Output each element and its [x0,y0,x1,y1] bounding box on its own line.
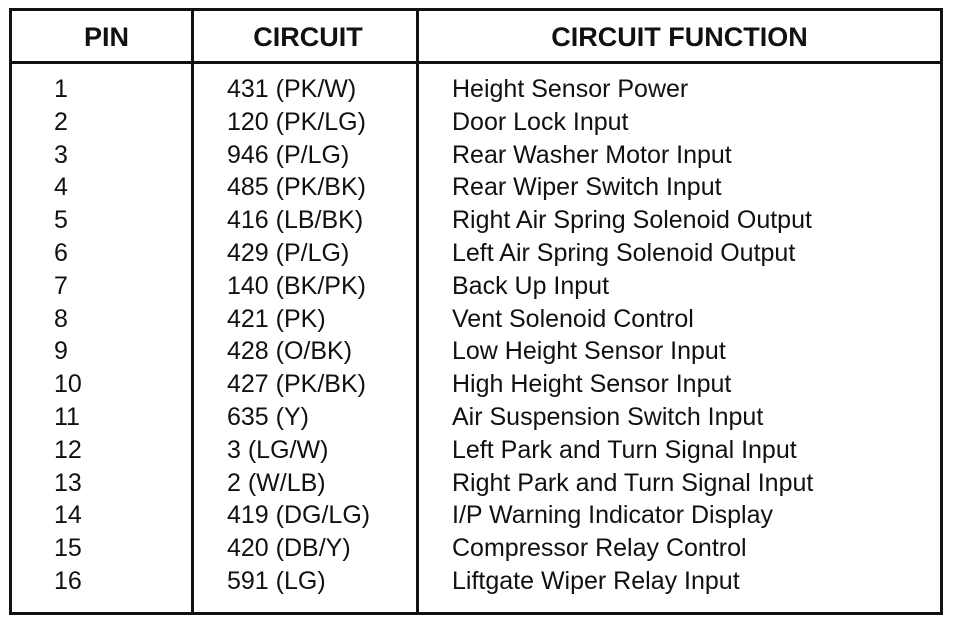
circuit-function-cell: Compressor Relay Control [452,534,747,563]
pin-cell: 11 [54,402,80,431]
pin-cell: 16 [54,566,82,595]
circuit-function-cell: Air Suspension Switch Input [452,402,764,431]
pin-cell: 5 [54,206,68,235]
circuit-cell: 120 (PK/LG) [227,107,366,136]
circuit-function-column [419,64,940,612]
pin-cell: 14 [54,501,82,530]
header-circuit: CIRCUIT [194,11,416,64]
pin-cell: 15 [54,534,82,563]
circuit-cell: 3 (LG/W) [227,435,329,464]
circuit-function-cell: Vent Solenoid Control [452,304,694,333]
circuit-cell: 485 (PK/BK) [227,173,366,202]
circuit-cell: 419 (DG/LG) [227,501,371,530]
circuit-cell: 591 (LG) [227,566,326,595]
pin-cell: 10 [54,370,82,399]
circuit-function-cell: Back Up Input [452,271,610,300]
circuit-cell: 428 (O/BK) [227,337,353,366]
circuit-cell: 427 (PK/BK) [227,370,366,399]
pin-cell: 3 [54,140,68,169]
circuit-function-cell: Right Air Spring Solenoid Output [452,206,812,235]
header-pin: PIN [12,11,191,64]
pin-circuit-table [9,8,943,615]
circuit-function-cell: Rear Wiper Switch Input [452,173,722,202]
circuit-function-cell: High Height Sensor Input [452,370,732,399]
circuit-function-cell: Low Height Sensor Input [452,337,726,366]
circuit-function-cell: Rear Washer Motor Input [452,140,732,169]
circuit-function-cell: Left Air Spring Solenoid Output [452,238,796,267]
pin-cell: 9 [54,337,68,366]
circuit-cell: 421 (PK) [227,304,326,333]
pin-cell: 7 [54,271,68,300]
pin-cell: 8 [54,304,68,333]
pin-column [12,64,191,612]
circuit-function-cell: Right Park and Turn Signal Input [452,468,814,497]
circuit-cell: 416 (LB/BK) [227,206,364,235]
pin-cell: 4 [54,173,68,202]
pin-cell: 12 [54,435,82,464]
circuit-column [194,64,416,612]
circuit-cell: 431 (PK/W) [227,75,357,103]
header-circuit-function: CIRCUIT FUNCTION [419,11,940,64]
circuit-cell: 2 (W/LB) [227,468,326,497]
circuit-function-cell: I/P Warning Indicator Display [452,501,773,530]
circuit-function-cell: Liftgate Wiper Relay Input [452,566,740,595]
circuit-cell: 946 (P/LG) [227,140,350,169]
pin-cell: 13 [54,468,82,497]
pin-cell: 1 [54,75,68,103]
circuit-function-cell: Height Sensor Power [452,75,689,103]
circuit-cell: 429 (P/LG) [227,238,350,267]
circuit-cell: 140 (BK/PK) [227,271,366,300]
circuit-cell: 420 (DB/Y) [227,534,351,563]
circuit-function-cell: Door Lock Input [452,107,629,136]
pin-cell: 6 [54,238,68,267]
circuit-cell: 635 (Y) [227,402,309,431]
pin-cell: 2 [54,107,68,136]
circuit-function-cell: Left Park and Turn Signal Input [452,435,797,464]
